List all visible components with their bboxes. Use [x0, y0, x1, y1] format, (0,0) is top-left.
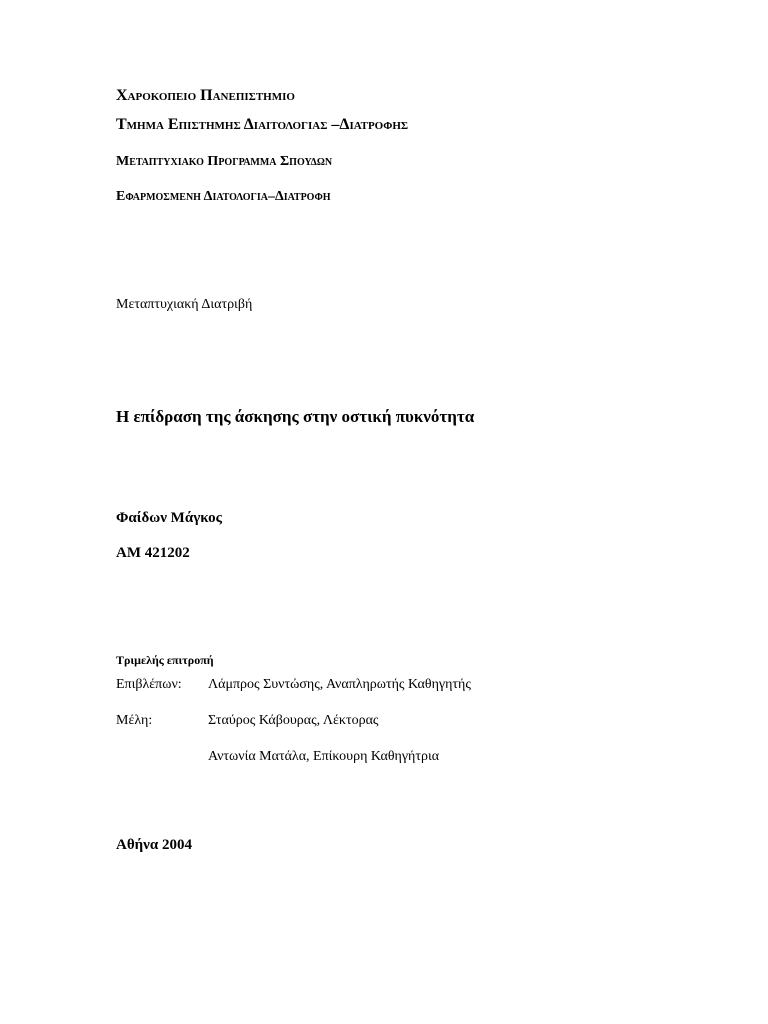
author-id: ΑΜ 421202	[116, 545, 190, 561]
thesis-title: Η επίδραση της άσκησης στην οστική πυκνότητα	[116, 407, 475, 426]
committee-heading: Τριμελής επιτροπή	[116, 653, 214, 667]
university-name: Χαροκοπειο Πανεπιστημιο	[116, 87, 295, 104]
place-and-year: Αθήνα 2004	[116, 837, 193, 853]
supervisor-name: Λάμπρος Συντώσης, Αναπληρωτής Καθηγητής	[208, 677, 471, 692]
document-type: Μεταπτυχιακή Διατριβή	[116, 297, 253, 312]
member-1-name: Σταύρος Κάβουρας, Λέκτορας	[208, 713, 379, 728]
specialization-name: Εφαρμοσμενη Διατολογια–Διατροφη	[116, 189, 331, 204]
author-name: Φαίδων Μάγκος	[116, 510, 222, 526]
department-name: Τμημα Επιστημης Διαιτολογιας –Διατροφης	[116, 116, 409, 133]
member-2-name: Αντωνία Ματάλα, Επίκουρη Καθηγήτρια	[208, 749, 440, 764]
supervisor-label: Επιβλέπων:	[116, 677, 182, 692]
program-name: Μεταπτυχιακο Προγραμμα Σπουδων	[116, 154, 333, 169]
members-label: Μέλη:	[116, 713, 153, 728]
